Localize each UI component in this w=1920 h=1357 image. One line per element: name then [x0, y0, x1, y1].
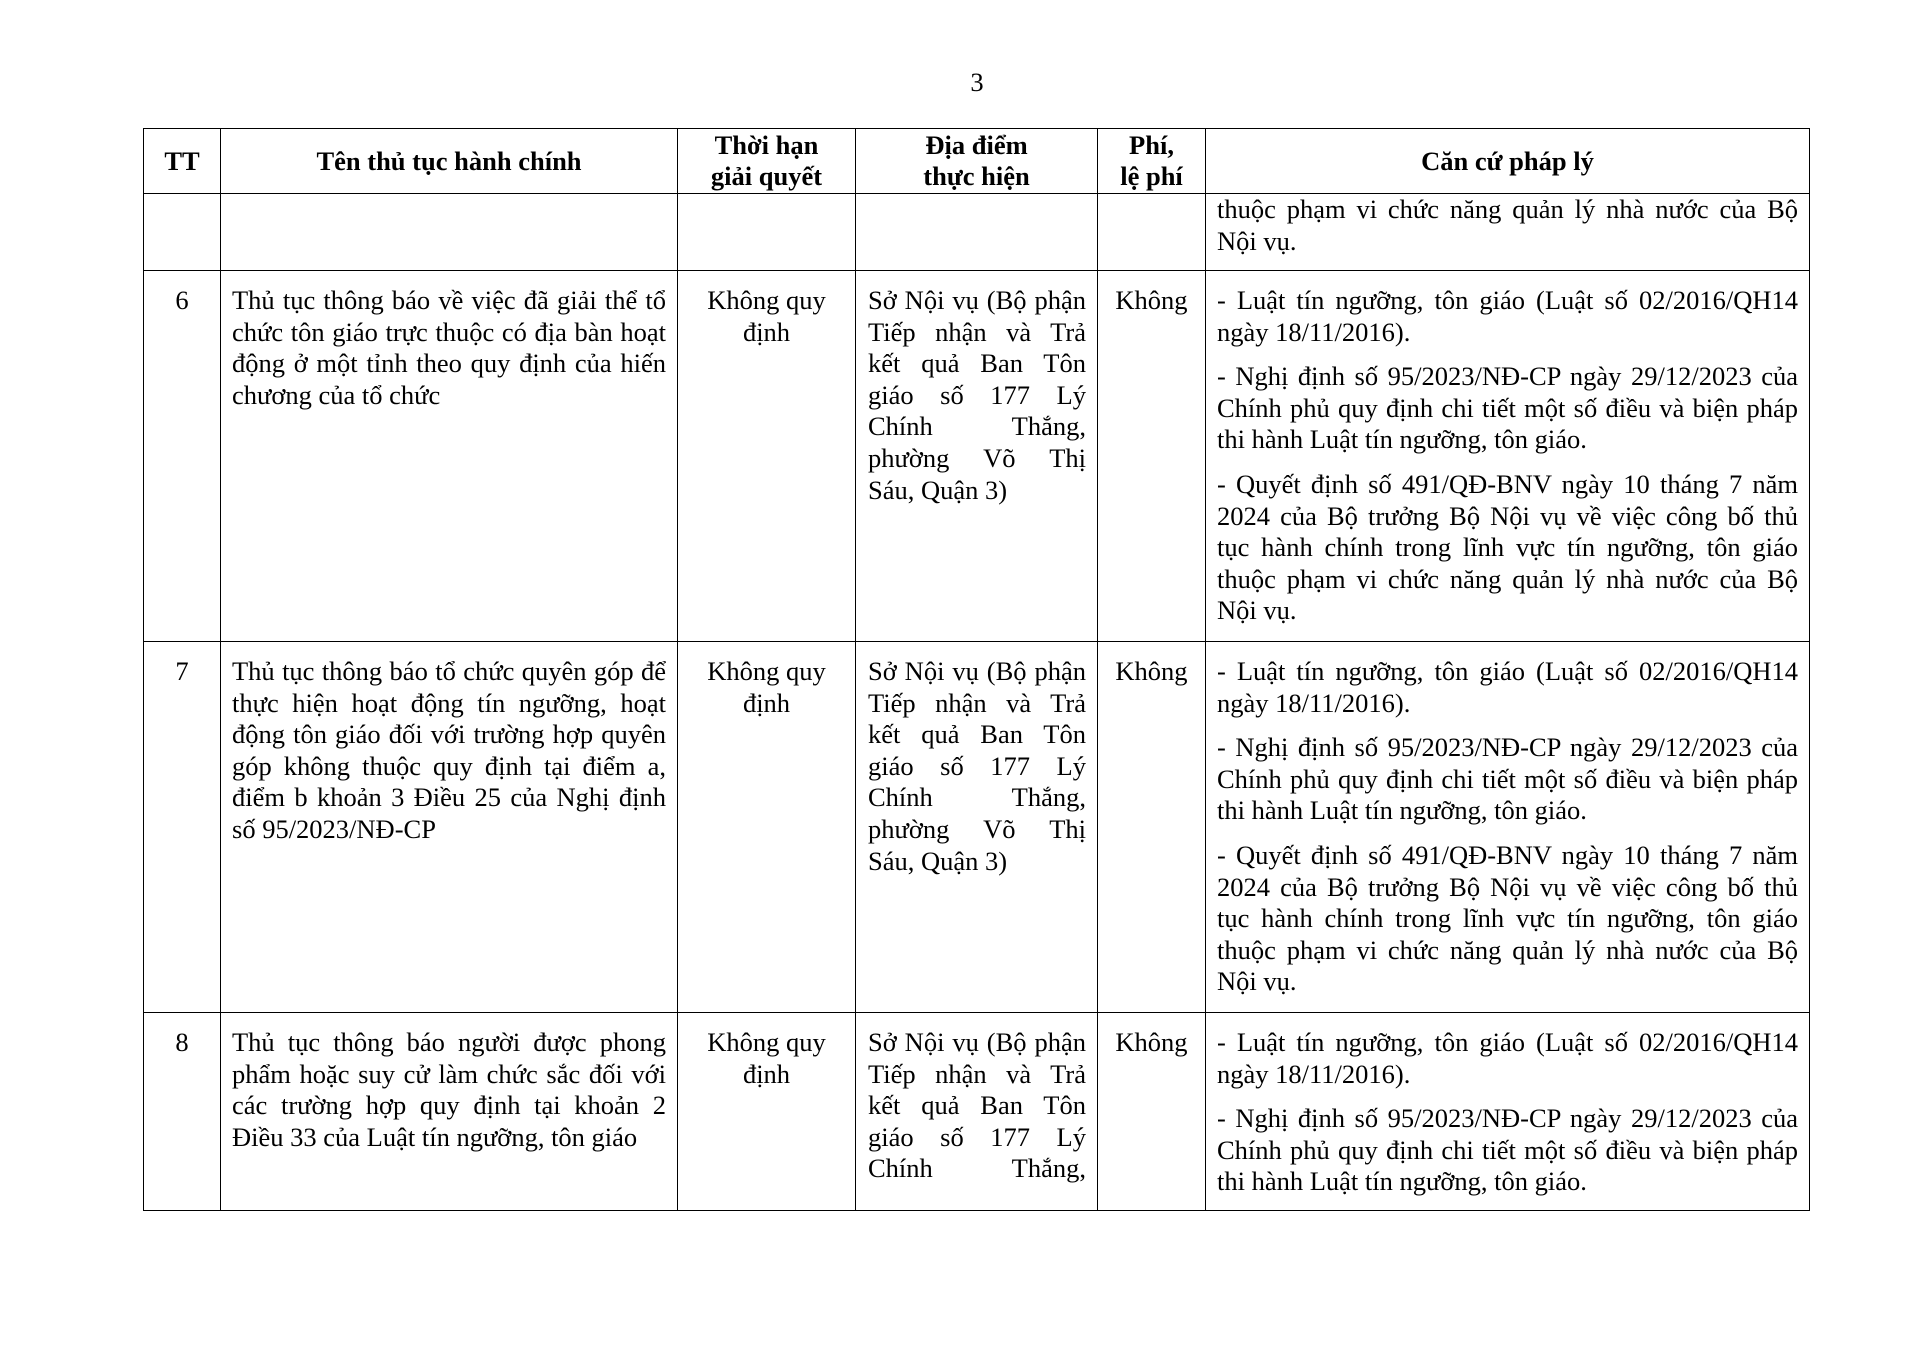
text-line: Điều 33 của Luật tín ngưỡng, tôn giáo: [232, 1121, 638, 1152]
location: [856, 194, 1098, 271]
header-line: TT: [164, 145, 200, 176]
text-line: góp không thuộc quy định tại điểm a,: [232, 750, 666, 781]
text-line: Thủ tục thông báo về việc đã giải thể tổ: [232, 285, 666, 315]
row-number: [144, 642, 221, 1013]
legal-basis-item: [1217, 1027, 1798, 1090]
text-line: Thủ tục thông báo tổ chức quyên góp để: [232, 656, 666, 686]
text-line: Tiếp nhận và Trả: [868, 687, 1086, 718]
fee: [1098, 1013, 1206, 1211]
text-line: Nội vụ.: [1217, 595, 1297, 626]
processing-time: [678, 194, 856, 271]
header-line: thực hiện: [923, 161, 1030, 191]
text-line: Thủ tục thông báo người được phong: [232, 1027, 666, 1057]
text-line: định: [742, 316, 791, 347]
procedures-table: [143, 128, 1810, 1211]
text-line: - Luật tín ngưỡng, tôn giáo (Luật số 02/2016/QH14: [1217, 285, 1798, 315]
text-line: các trường hợp quy định tại khoản 2: [232, 1090, 666, 1121]
text-line: - Quyết định số 491/QĐ-BNV ngày 10 tháng 7 năm: [1217, 468, 1798, 499]
header-processing-time: [678, 129, 856, 194]
legal-basis: [1206, 271, 1810, 642]
text-line: điểm b khoản 3 Điều 25 của Nghị định: [232, 782, 666, 813]
text-line: thuộc phạm vi chức năng quản lý nhà nước của Bộ: [1217, 563, 1798, 594]
text-line: động tôn giáo đối với trường hợp quyên: [232, 719, 666, 750]
text-line: Tiếp nhận và Trả: [868, 1058, 1086, 1089]
text-line: Sở Nội vụ (Bộ phận: [868, 656, 1086, 686]
text-line: Chính Thắng,: [868, 1153, 1086, 1184]
text-line: - Nghị định số 95/2023/NĐ-CP ngày 29/12/2023 của: [1217, 1103, 1798, 1134]
header-location: [856, 129, 1098, 194]
procedure-name: [221, 194, 678, 271]
text-line: Không quy: [707, 656, 826, 686]
text-line: thực hiện hoạt động tín ngưỡng, hoạt: [232, 687, 666, 718]
row-number: [144, 1013, 221, 1211]
legal-basis-item: [1217, 732, 1798, 827]
header-fee: [1098, 129, 1206, 194]
text-line: thuộc phạm vi chức năng quản lý nhà nước của Bộ: [1217, 934, 1798, 965]
text-line: Chính Thắng,: [868, 411, 1086, 442]
text-line: động ở một tỉnh theo quy định của hiến: [232, 348, 666, 379]
text-line: Nội vụ.: [1217, 966, 1297, 997]
text-line: Không quy: [707, 285, 826, 315]
header-line: Tên thủ tục hành chính: [316, 145, 582, 176]
text-line: phường Võ Thị: [868, 442, 1086, 473]
text-line: kết quả Ban Tôn: [868, 1090, 1086, 1121]
text-line: 2024 của Bộ trưởng Bộ Nội vụ về việc công bố thủ: [1217, 500, 1798, 531]
procedure-name: [221, 271, 678, 642]
text-line: phẩm hoặc suy cử làm chức sắc đối với: [232, 1058, 666, 1089]
text-line: thi hành Luật tín ngưỡng, tôn giáo.: [1217, 424, 1587, 455]
row-number: [144, 271, 221, 642]
text-line: 2024 của Bộ trưởng Bộ Nội vụ về việc công bố thủ: [1217, 871, 1798, 902]
row-number: [144, 194, 221, 271]
text-line: Không quy: [707, 1027, 826, 1057]
text-line: 8: [175, 1027, 189, 1057]
header-line: lệ phí: [1120, 161, 1183, 191]
text-line: Không: [1115, 656, 1188, 686]
fee: [1098, 642, 1206, 1013]
header-line: Địa điểm: [925, 130, 1028, 160]
text-line: Sở Nội vụ (Bộ phận: [868, 1027, 1086, 1057]
text-line: 6: [175, 285, 189, 315]
text-line: kết quả Ban Tôn: [868, 719, 1086, 750]
legal-basis-item: [1217, 194, 1798, 257]
text-line: Sáu, Quận 3): [868, 474, 1008, 505]
legal-basis-item: [1217, 285, 1798, 348]
text-line: Không: [1115, 285, 1188, 315]
text-line: Chính phủ quy định chi tiết một số điều và biện pháp: [1217, 763, 1798, 794]
text-line: giáo số 177 Lý: [868, 750, 1086, 781]
text-line: - Quyết định số 491/QĐ-BNV ngày 10 tháng 7 năm: [1217, 839, 1798, 870]
text-line: định: [742, 1058, 791, 1089]
text-line: ngày 18/11/2016).: [1217, 316, 1411, 347]
fee: [1098, 194, 1206, 271]
text-line: Tiếp nhận và Trả: [868, 316, 1086, 347]
legal-basis: [1206, 1013, 1810, 1211]
text-line: kết quả Ban Tôn: [868, 348, 1086, 379]
text-line: Chính phủ quy định chi tiết một số điều và biện pháp: [1217, 392, 1798, 423]
text-line: - Nghị định số 95/2023/NĐ-CP ngày 29/12/2023 của: [1217, 361, 1798, 392]
legal-basis: [1206, 642, 1810, 1013]
text-line: thi hành Luật tín ngưỡng, tôn giáo.: [1217, 1166, 1587, 1197]
text-line: định: [742, 687, 791, 718]
header-legal-basis: [1206, 129, 1810, 194]
text-line: Sáu, Quận 3): [868, 845, 1008, 876]
text-line: tục hành chính trong lĩnh vực tín ngưỡng, tôn giáo: [1217, 532, 1798, 563]
text-line: chức tôn giáo trực thuộc có địa bàn hoạt: [232, 316, 666, 347]
location: [856, 271, 1098, 642]
header-line: giải quyết: [710, 161, 823, 191]
header-tt: [144, 129, 221, 194]
text-line: Sở Nội vụ (Bộ phận: [868, 285, 1086, 315]
text-line: Nội vụ.: [1217, 225, 1297, 256]
legal-basis-item: [1217, 656, 1798, 719]
text-line: ngày 18/11/2016).: [1217, 1058, 1411, 1089]
header-line: Căn cứ pháp lý: [1421, 145, 1594, 176]
text-line: phường Võ Thị: [868, 813, 1086, 844]
text-line: 7: [175, 656, 189, 686]
text-line: giáo số 177 Lý: [868, 379, 1086, 410]
text-line: thi hành Luật tín ngưỡng, tôn giáo.: [1217, 795, 1587, 826]
text-line: giáo số 177 Lý: [868, 1121, 1086, 1152]
text-line: chương của tổ chức: [232, 379, 441, 410]
procedure-name: [221, 642, 678, 1013]
text-line: ngày 18/11/2016).: [1217, 687, 1411, 718]
legal-basis-item: [1217, 469, 1798, 627]
text-line: Không: [1115, 1027, 1188, 1057]
processing-time: [678, 1013, 856, 1211]
processing-time: [678, 271, 856, 642]
legal-basis-item: [1217, 1103, 1798, 1198]
procedure-name: [221, 1013, 678, 1211]
legal-basis-item: [1217, 361, 1798, 456]
text-line: - Luật tín ngưỡng, tôn giáo (Luật số 02/2016/QH14: [1217, 1027, 1798, 1057]
header-line: Phí,: [1129, 130, 1174, 160]
legal-basis: [1206, 194, 1810, 271]
text-line: Chính phủ quy định chi tiết một số điều và biện pháp: [1217, 1134, 1798, 1165]
text-line: thuộc phạm vi chức năng quản lý nhà nước của Bộ: [1217, 194, 1798, 224]
text-line: Chính Thắng,: [868, 782, 1086, 813]
text-line: tục hành chính trong lĩnh vực tín ngưỡng, tôn giáo: [1217, 903, 1798, 934]
processing-time: [678, 642, 856, 1013]
text-line: số 95/2023/NĐ-CP: [232, 813, 436, 844]
text-line: - Nghị định số 95/2023/NĐ-CP ngày 29/12/2023 của: [1217, 732, 1798, 763]
text-line: - Luật tín ngưỡng, tôn giáo (Luật số 02/2016/QH14: [1217, 656, 1798, 686]
page-number: 3: [970, 67, 984, 97]
location: [856, 642, 1098, 1013]
location: [856, 1013, 1098, 1211]
fee: [1098, 271, 1206, 642]
header-line: Thời hạn: [714, 130, 819, 160]
header-procedure-name: [221, 129, 678, 194]
legal-basis-item: [1217, 840, 1798, 998]
